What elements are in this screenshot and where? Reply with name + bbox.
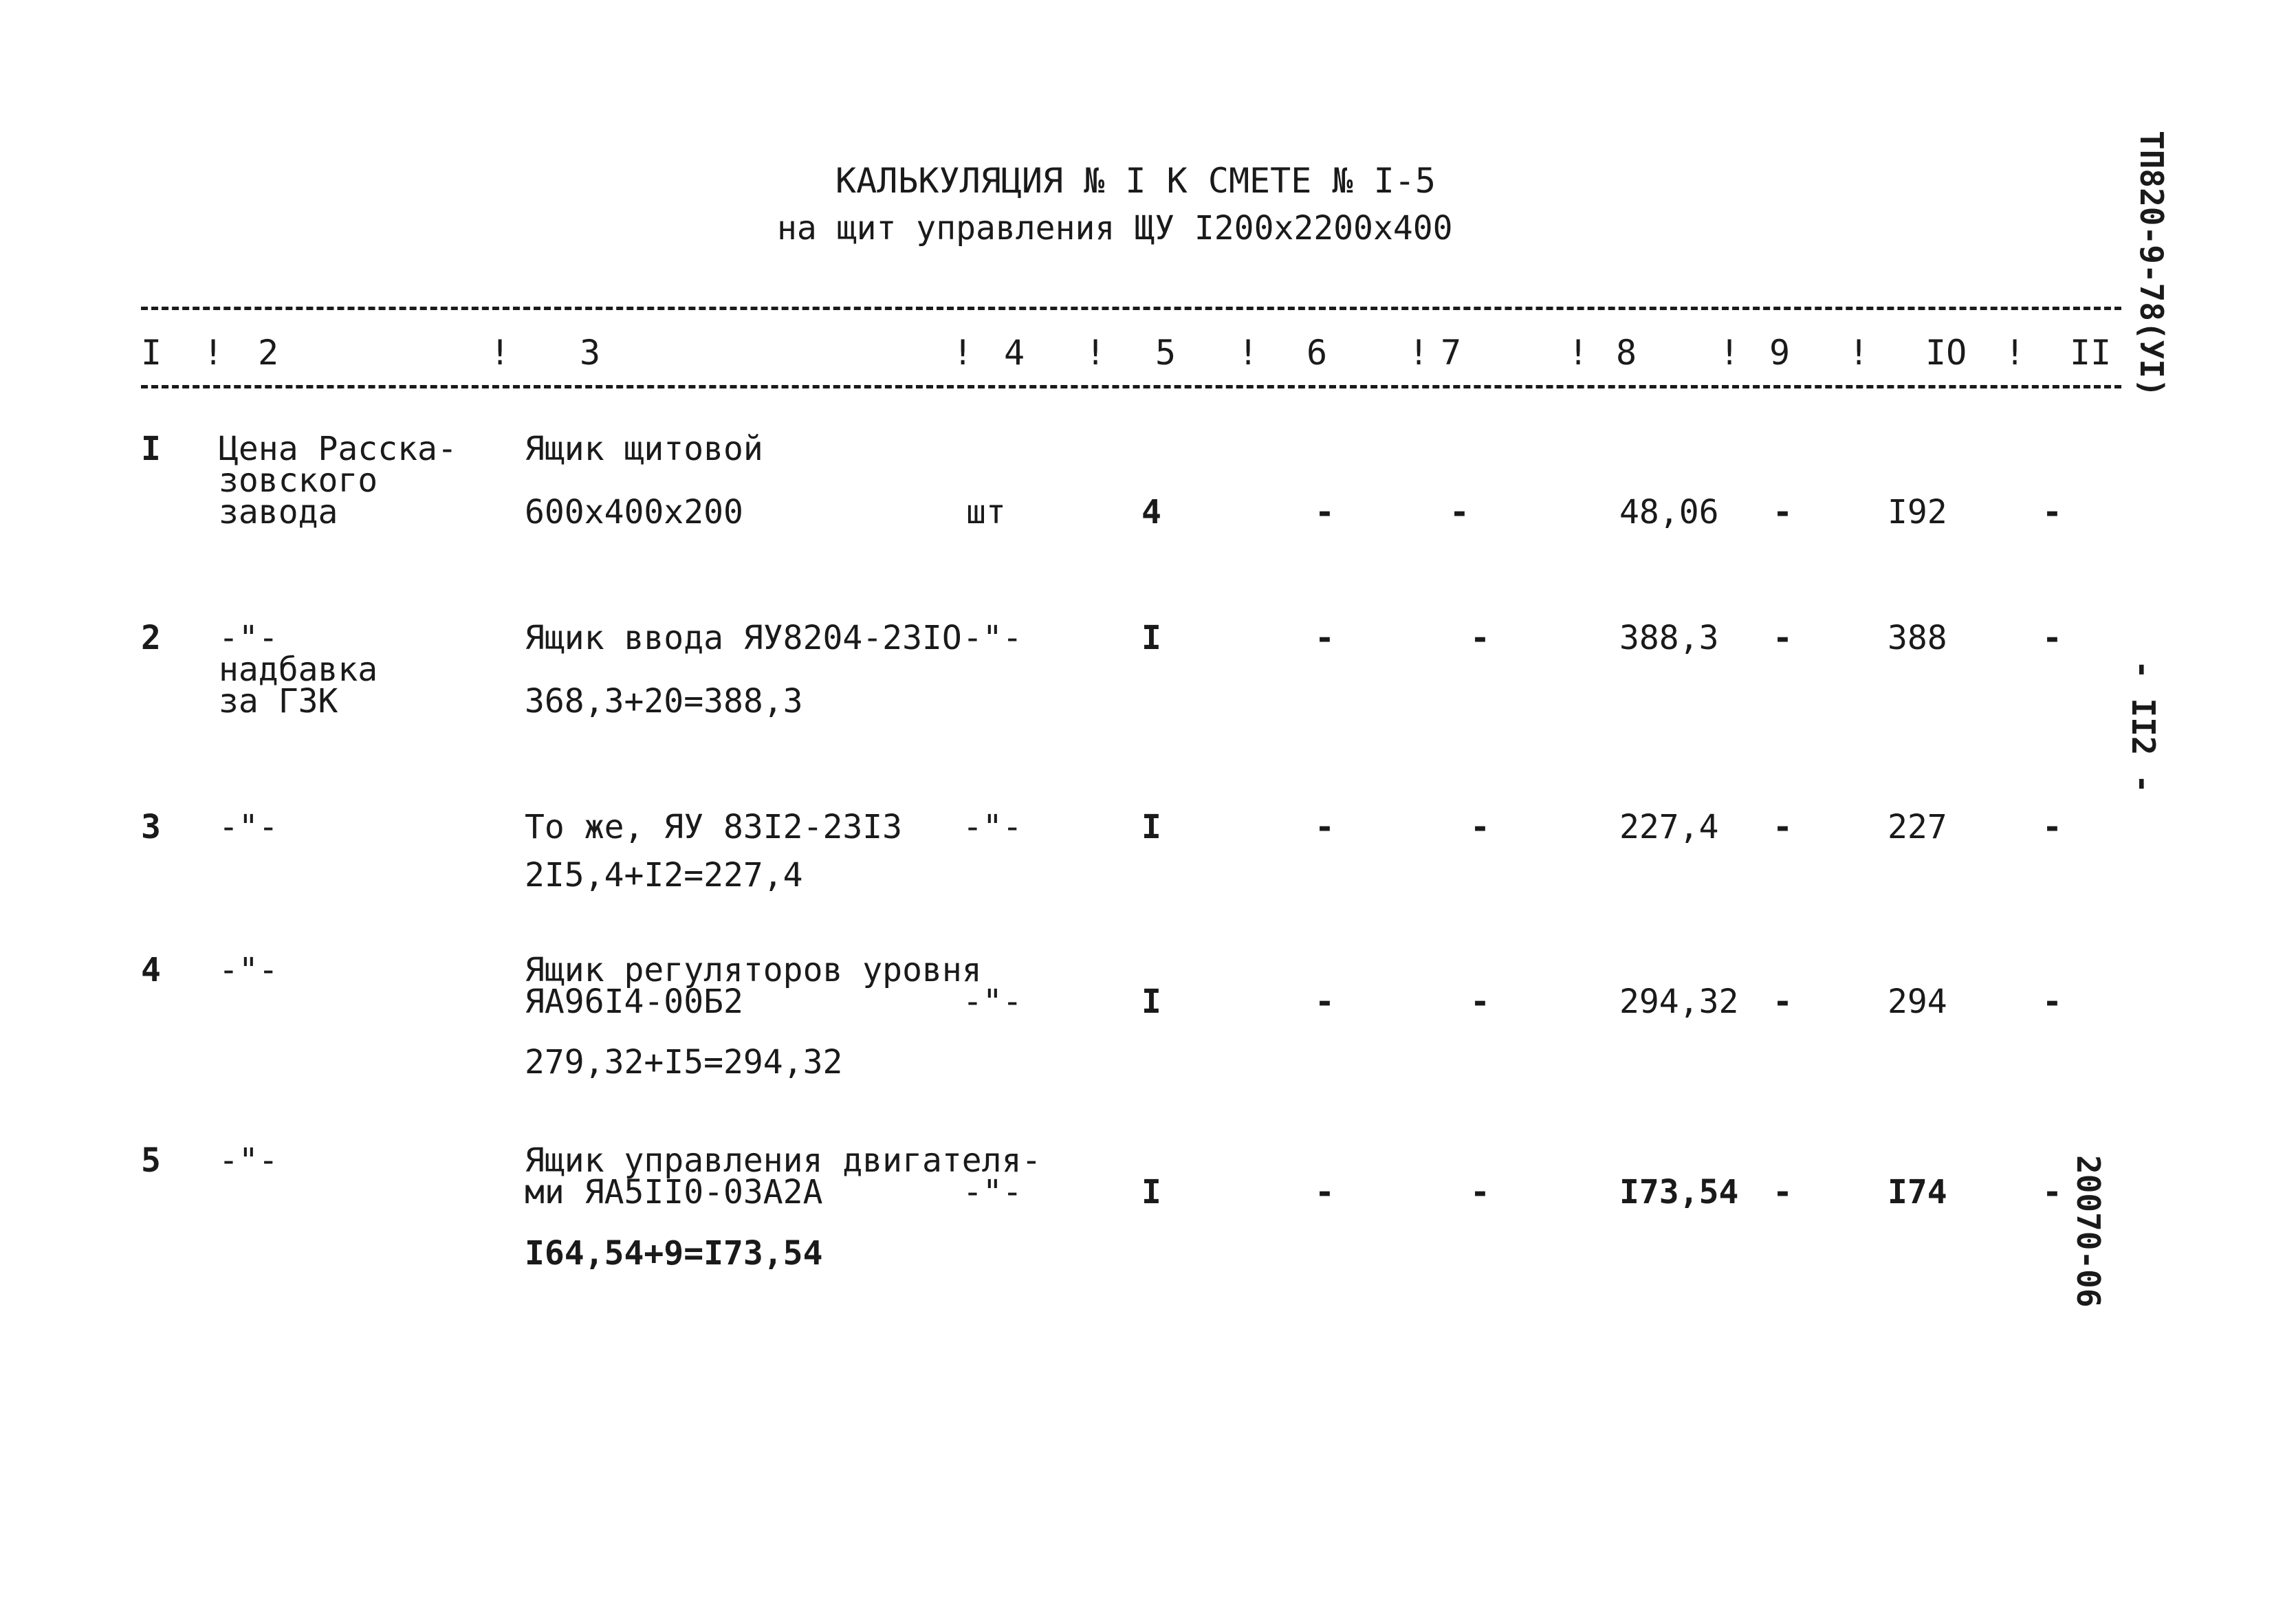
header-sep: ! (1568, 333, 1589, 373)
row-quantity: I (1141, 619, 1161, 657)
header-col-3: 3 (580, 333, 601, 373)
row-col-9: - (1773, 983, 1793, 1021)
row-col-6: - (1315, 808, 1335, 846)
row-col-6: - (1315, 1173, 1335, 1211)
row-basis: завода (219, 493, 338, 531)
header-col-6: 6 (1307, 333, 1328, 373)
row-item-name: Ящик регуляторов уровня (525, 951, 982, 989)
document-subtitle: на щит управления ЩУ I200x2200x400 (777, 209, 1453, 248)
row-item-detail: 2I5,4+I2=227,4 (525, 856, 803, 895)
row-unit: -"- (963, 619, 1023, 657)
row-col-9: - (1773, 493, 1793, 531)
header-col-9: 9 (1769, 333, 1791, 373)
row-col-9: - (1773, 619, 1793, 657)
header-sep: ! (1848, 333, 1870, 373)
row-item-name: ЯА96I4-00Б2 (525, 983, 743, 1021)
row-total: 227 (1888, 808, 1947, 846)
row-number: 5 (141, 1141, 161, 1180)
row-quantity: 4 (1141, 493, 1161, 531)
row-col-7: - (1450, 493, 1469, 531)
row-item-detail: 368,3+20=388,3 (525, 682, 803, 721)
row-price: 227,4 (1619, 808, 1719, 846)
row-col-11: - (2042, 1173, 2062, 1211)
row-col-9: - (1773, 808, 1793, 846)
stamp-number: 20070-06 (2070, 1155, 2107, 1308)
row-item-detail: 279,32+I5=294,32 (525, 1043, 843, 1082)
row-basis: -"- (219, 951, 278, 989)
page-number: - II2 - (2125, 660, 2162, 793)
row-price: 388,3 (1619, 619, 1719, 657)
row-price: 294,32 (1619, 983, 1739, 1021)
row-price: 48,06 (1619, 493, 1719, 531)
header-sep: ! (1719, 333, 1740, 373)
row-col-11: - (2042, 808, 2062, 846)
row-col-7: - (1470, 983, 1490, 1021)
row-basis: за ГЗК (219, 682, 338, 721)
row-quantity: I (1141, 1173, 1161, 1211)
header-col-10: IO (1925, 333, 1967, 373)
row-item-name: Ящик ввода ЯУ8204-23IO (525, 619, 962, 657)
row-col-11: - (2042, 619, 2062, 657)
row-basis: зовского (219, 461, 378, 500)
header-sep: ! (1238, 333, 1259, 373)
header-bottom-rule (141, 385, 2121, 388)
row-number: 4 (141, 951, 161, 989)
row-total: 388 (1888, 619, 1947, 657)
row-number: 3 (141, 808, 161, 846)
header-col-1: I (141, 333, 162, 373)
row-basis: Цена Расска- (219, 430, 457, 468)
header-sep: ! (952, 333, 974, 373)
row-number: I (141, 430, 161, 468)
header-top-rule (141, 307, 2121, 310)
row-item-name: То же, ЯУ 83I2-23I3 (525, 808, 903, 846)
row-total: I74 (1888, 1173, 1947, 1211)
row-total: 294 (1888, 983, 1947, 1021)
row-col-11: - (2042, 493, 2062, 531)
row-item-detail: 600x400x200 (525, 493, 743, 531)
row-col-6: - (1315, 493, 1335, 531)
row-col-7: - (1470, 808, 1490, 846)
row-basis: надбавка (219, 650, 378, 689)
row-item-name: ми ЯА5II0-03А2А (525, 1173, 823, 1211)
row-unit: -"- (963, 1173, 1023, 1211)
row-col-6: - (1315, 619, 1335, 657)
header-sep: ! (1408, 333, 1430, 373)
row-item-name: Ящик щитовой (525, 430, 763, 468)
row-col-9: - (1773, 1173, 1793, 1211)
row-col-11: - (2042, 983, 2062, 1021)
header-col-5: 5 (1155, 333, 1177, 373)
header-col-2: 2 (258, 333, 279, 373)
side-code: ТП820-9-78(УI) (2133, 131, 2170, 397)
header-col-7: 7 (1441, 333, 1462, 373)
row-col-6: - (1315, 983, 1335, 1021)
row-unit: шт (966, 493, 1006, 531)
row-basis: -"- (219, 808, 278, 846)
header-sep: ! (203, 333, 224, 373)
row-basis: -"- (219, 619, 278, 657)
row-col-7: - (1470, 1173, 1490, 1211)
row-item-name: Ящик управления двигателя- (525, 1141, 1042, 1180)
row-col-7: - (1470, 619, 1490, 657)
row-basis: -"- (219, 1141, 278, 1180)
header-col-8: 8 (1616, 333, 1637, 373)
row-number: 2 (141, 619, 161, 657)
row-unit: -"- (963, 983, 1023, 1021)
row-total: I92 (1888, 493, 1947, 531)
row-quantity: I (1141, 808, 1161, 846)
row-item-detail: I64,54+9=I73,54 (525, 1234, 823, 1273)
document-title: КАЛЬКУЛЯЦИЯ № I К СМЕТЕ № I-5 (835, 161, 1436, 201)
header-col-11: II (2070, 333, 2112, 373)
row-quantity: I (1141, 983, 1161, 1021)
header-sep: ! (2004, 333, 2026, 373)
row-unit: -"- (963, 808, 1023, 846)
header-sep: ! (1085, 333, 1106, 373)
header-sep: ! (490, 333, 511, 373)
header-col-4: 4 (1004, 333, 1025, 373)
row-price: I73,54 (1619, 1173, 1739, 1211)
